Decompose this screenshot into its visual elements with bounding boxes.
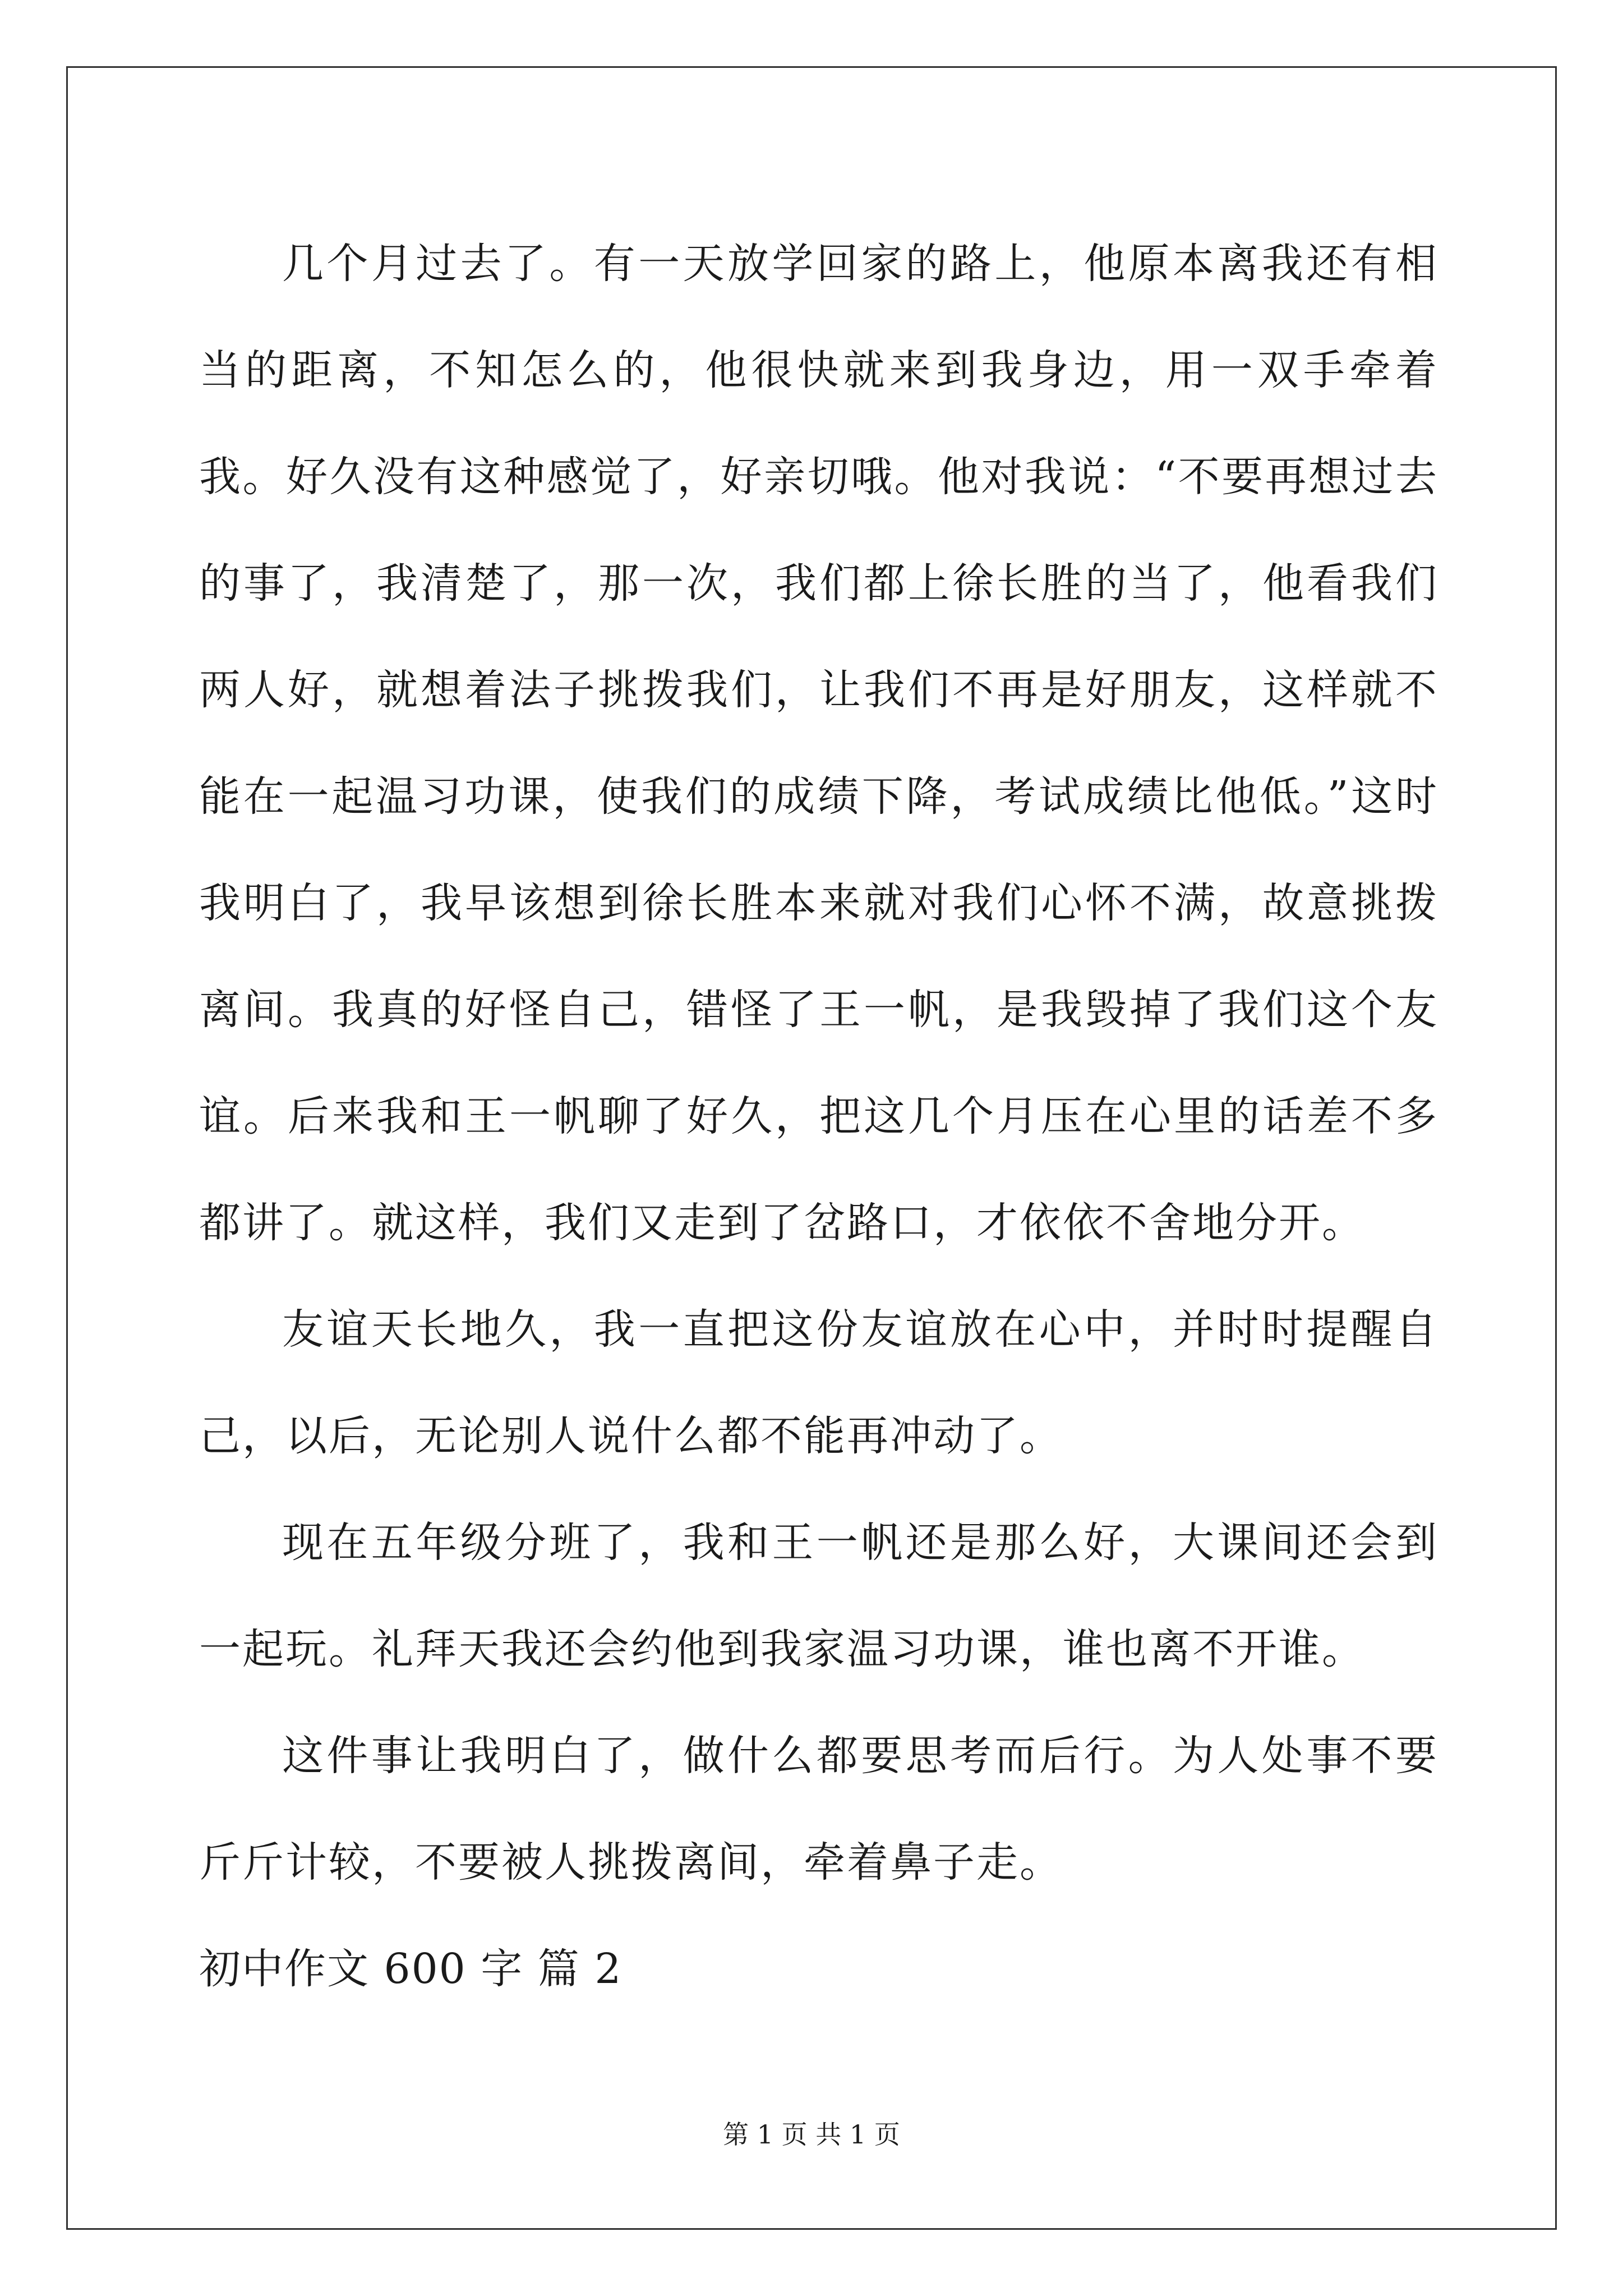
page-number-footer: 第 1 页 共 1 页 (723, 2119, 900, 2150)
paragraph-4: 这件事让我明白了，做什么都要思考而后行。为人处事不要斤斤计较，不要被人挑拨离间，牵着鼻子走。 (199, 1732, 1438, 1887)
paragraph-2: 友谊天长地久，我一直把这份友谊放在心中，并时时提醒自己，以后，无论别人说什么都不能再冲动了。 (199, 1305, 1438, 1460)
paragraph-1: 几个月过去了。有一天放学回家的路上，他原本离我还有相当的距离，不知怎么的，他很快就来到我身边，用一双手牵着我。好久没有这种感觉了，好亲切哦。他对我说：“不要再想过去的事了，我清楚了，那一次，我们都上徐长胜的当了，他看我们两人好，就想着法子挑拨我们，让我们不再是好朋友，这样就不能在一起温习功课，使我们的成绩下降，考试成绩比他低。”这时我明白了，我早该想到徐长胜本来就对我们心怀不满，故意挑拨离间。我真的好怪自己，错怪了王一帆，是我毁掉了我们这个友谊。后来我和王一帆聊了好久，把这几个月压在心里的话差不多都讲了。就这样，我们又走到了岔路口，才依依不舍地分开。 (199, 240, 1438, 1247)
document-body (199, 210, 1438, 2022)
paragraph-3: 现在五年级分班了，我和王一帆还是那么好，大课间还会到一起玩。礼拜天我还会约他到我家温习功课，谁也离不开谁。 (199, 1519, 1438, 1673)
section-heading: 初中作文 600 字 篇 2 (199, 1945, 623, 1993)
